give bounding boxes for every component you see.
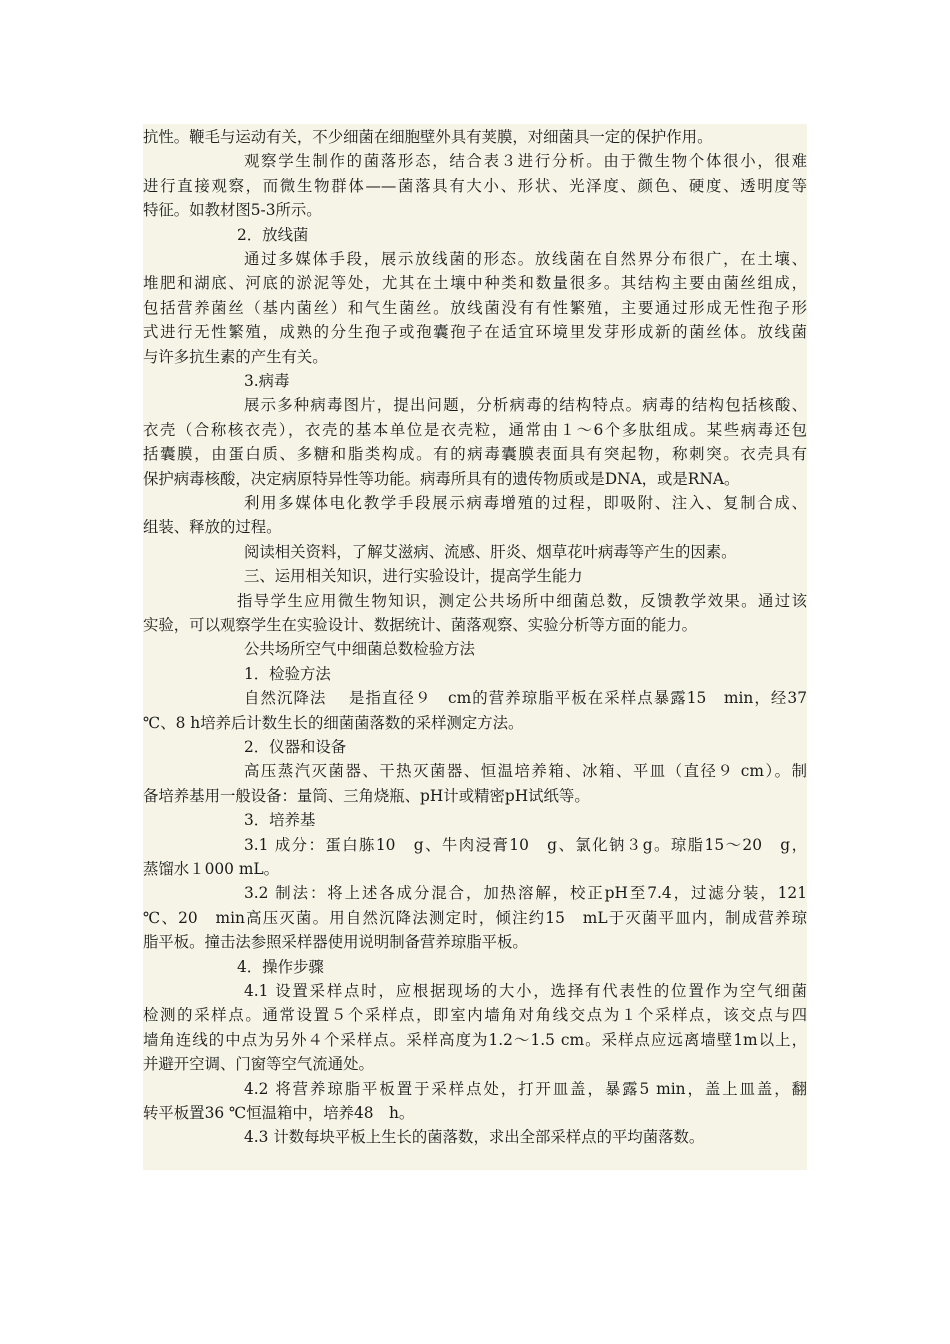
text-line: 实验，可以观察学生在实验设计、数据统计、菌落观察、实验分析等方面的能力。 <box>143 616 698 634</box>
text-line: 抗性。鞭毛与运动有关，不少细菌在细胞壁外具有荚膜，对细菌具一定的保护作用。 <box>143 128 713 146</box>
text-line: 包括营养菌丝（基内菌丝）和气生菌丝。放线菌没有有性繁殖，主要通过形成无性孢子形 <box>143 298 807 317</box>
text-line: 2．放线菌 <box>237 225 309 244</box>
text-line: 保护病毒核酸，决定病原特异性等功能。病毒所具有的遗传物质或是DNA，或是RNA。 <box>143 469 740 488</box>
text-line: 公共场所空气中细菌总数检验方法 <box>244 640 475 659</box>
text-line: 组装、释放的过程。 <box>143 518 282 537</box>
text-line: 备培养基用一般设备：量筒、三角烧瓶、pH计或精密pH试纸等。 <box>143 786 590 805</box>
text-line: 3.1 成分：蛋白胨10 g、牛肉浸膏10 g、氯化钠３g。琼脂15～20 g， <box>244 835 807 854</box>
text-line: 三、运用相关知识，进行实验设计，提高学生能力 <box>244 567 583 586</box>
text-line: 4．操作步骤 <box>237 957 324 976</box>
text-line: 展示多种病毒图片，提出问题，分析病毒的结构特点。病毒的结构包括核酸、 <box>244 396 807 415</box>
text-line: 通过多媒体手段，展示放线菌的形态。放线菌在自然界分布很广，在土壤、 <box>244 250 807 268</box>
text-line: 3.2 制法：将上述各成分混合，加热溶解，校正pH至7.4，过滤分装，121 <box>244 884 807 903</box>
text-line: 4.1 设置采样点时，应根据现场的大小，选择有代表性的位置作为空气细菌 <box>244 982 807 1000</box>
text-line: ℃、20 min高压灭菌。用自然沉降法测定时，倾注约15 mL于灭菌平皿内，制成营养琼 <box>143 908 807 927</box>
text-line: 脂平板。撞击法参照采样器使用说明制备营养琼脂平板。 <box>143 933 528 952</box>
text-line: 进行直接观察，而微生物群体——菌落具有大小、形状、光泽度、颜色、硬度、透明度等 <box>143 176 807 195</box>
text-line: 4.2 将营养琼脂平板置于采样点处，打开皿盖，暴露5 min，盖上皿盖，翻 <box>244 1079 807 1098</box>
text-line: 阅读相关资料，了解艾滋病、流感、肝炎、烟草花叶病毒等产生的因素。 <box>244 542 737 561</box>
text-line: 括囊膜，由蛋白质、多糖和脂类构成。有的病毒囊膜表面具有突起物，称刺突。衣壳具有 <box>143 445 807 464</box>
text-line: 3．培养基 <box>244 811 316 830</box>
text-line: 特征。如教材图5-3所示。 <box>143 201 322 220</box>
text-line: 1．检验方法 <box>244 664 331 683</box>
text-line: 指导学生应用微生物知识，测定公共场所中细菌总数，反馈教学效果。通过该 <box>237 591 807 610</box>
text-line: 4.3 计数每块平板上生长的菌落数，求出全部采样点的平均菌落数。 <box>244 1128 705 1147</box>
text-line: 观察学生制作的菌落形态，结合表３进行分析。由于微生物个体很小，很难 <box>244 152 807 171</box>
text-line: 式进行无性繁殖，成熟的分生孢子或孢囊孢子在适宜环境里发芽形成新的菌丝体。放线菌 <box>143 323 807 342</box>
text-line: 高压蒸汽灭菌器、干热灭菌器、恒温培养箱、冰箱、平皿（直径９ cm）。制 <box>244 762 807 781</box>
text-line: 3.病毒 <box>244 372 290 390</box>
text-line: ℃、8 h培养后计数生长的细菌菌落数的采样测定方法。 <box>143 713 524 732</box>
text-line: 自然沉降法 是指直径９ cm的营养琼脂平板在采样点暴露15 min，经37 <box>244 689 807 708</box>
text-line: 堆肥和湖底、河底的淤泥等处，尤其在土壤中种类和数量很多。其结构主要由菌丝组成， <box>143 274 807 293</box>
text-line: 并避开空调、门窗等空气流通处。 <box>143 1055 374 1074</box>
text-line: 2．仪器和设备 <box>244 738 347 756</box>
text-line: 衣壳（合称核衣壳），衣壳的基本单位是衣壳粒，通常由１～6个多肽组成。某些病毒还包 <box>143 420 807 439</box>
text-line: 与许多抗生素的产生有关。 <box>143 347 328 366</box>
text-line: 蒸馏水１000 mL。 <box>143 860 280 878</box>
text-line: 利用多媒体电化教学手段展示病毒增殖的过程，即吸附、注入、复制合成、 <box>244 494 807 512</box>
text-block <box>143 124 807 1170</box>
text-line: 转平板置36 ℃恒温箱中，培养48 h。 <box>143 1104 415 1122</box>
text-line: 检测的采样点。通常设置５个采样点，即室内墙角对角线交点为１个采样点，该交点与四 <box>143 1006 807 1025</box>
text-line: 墙角连线的中点为另外４个采样点。采样高度为1.2～1.5 cm。采样点应远离墙壁1m以上， <box>143 1030 807 1049</box>
